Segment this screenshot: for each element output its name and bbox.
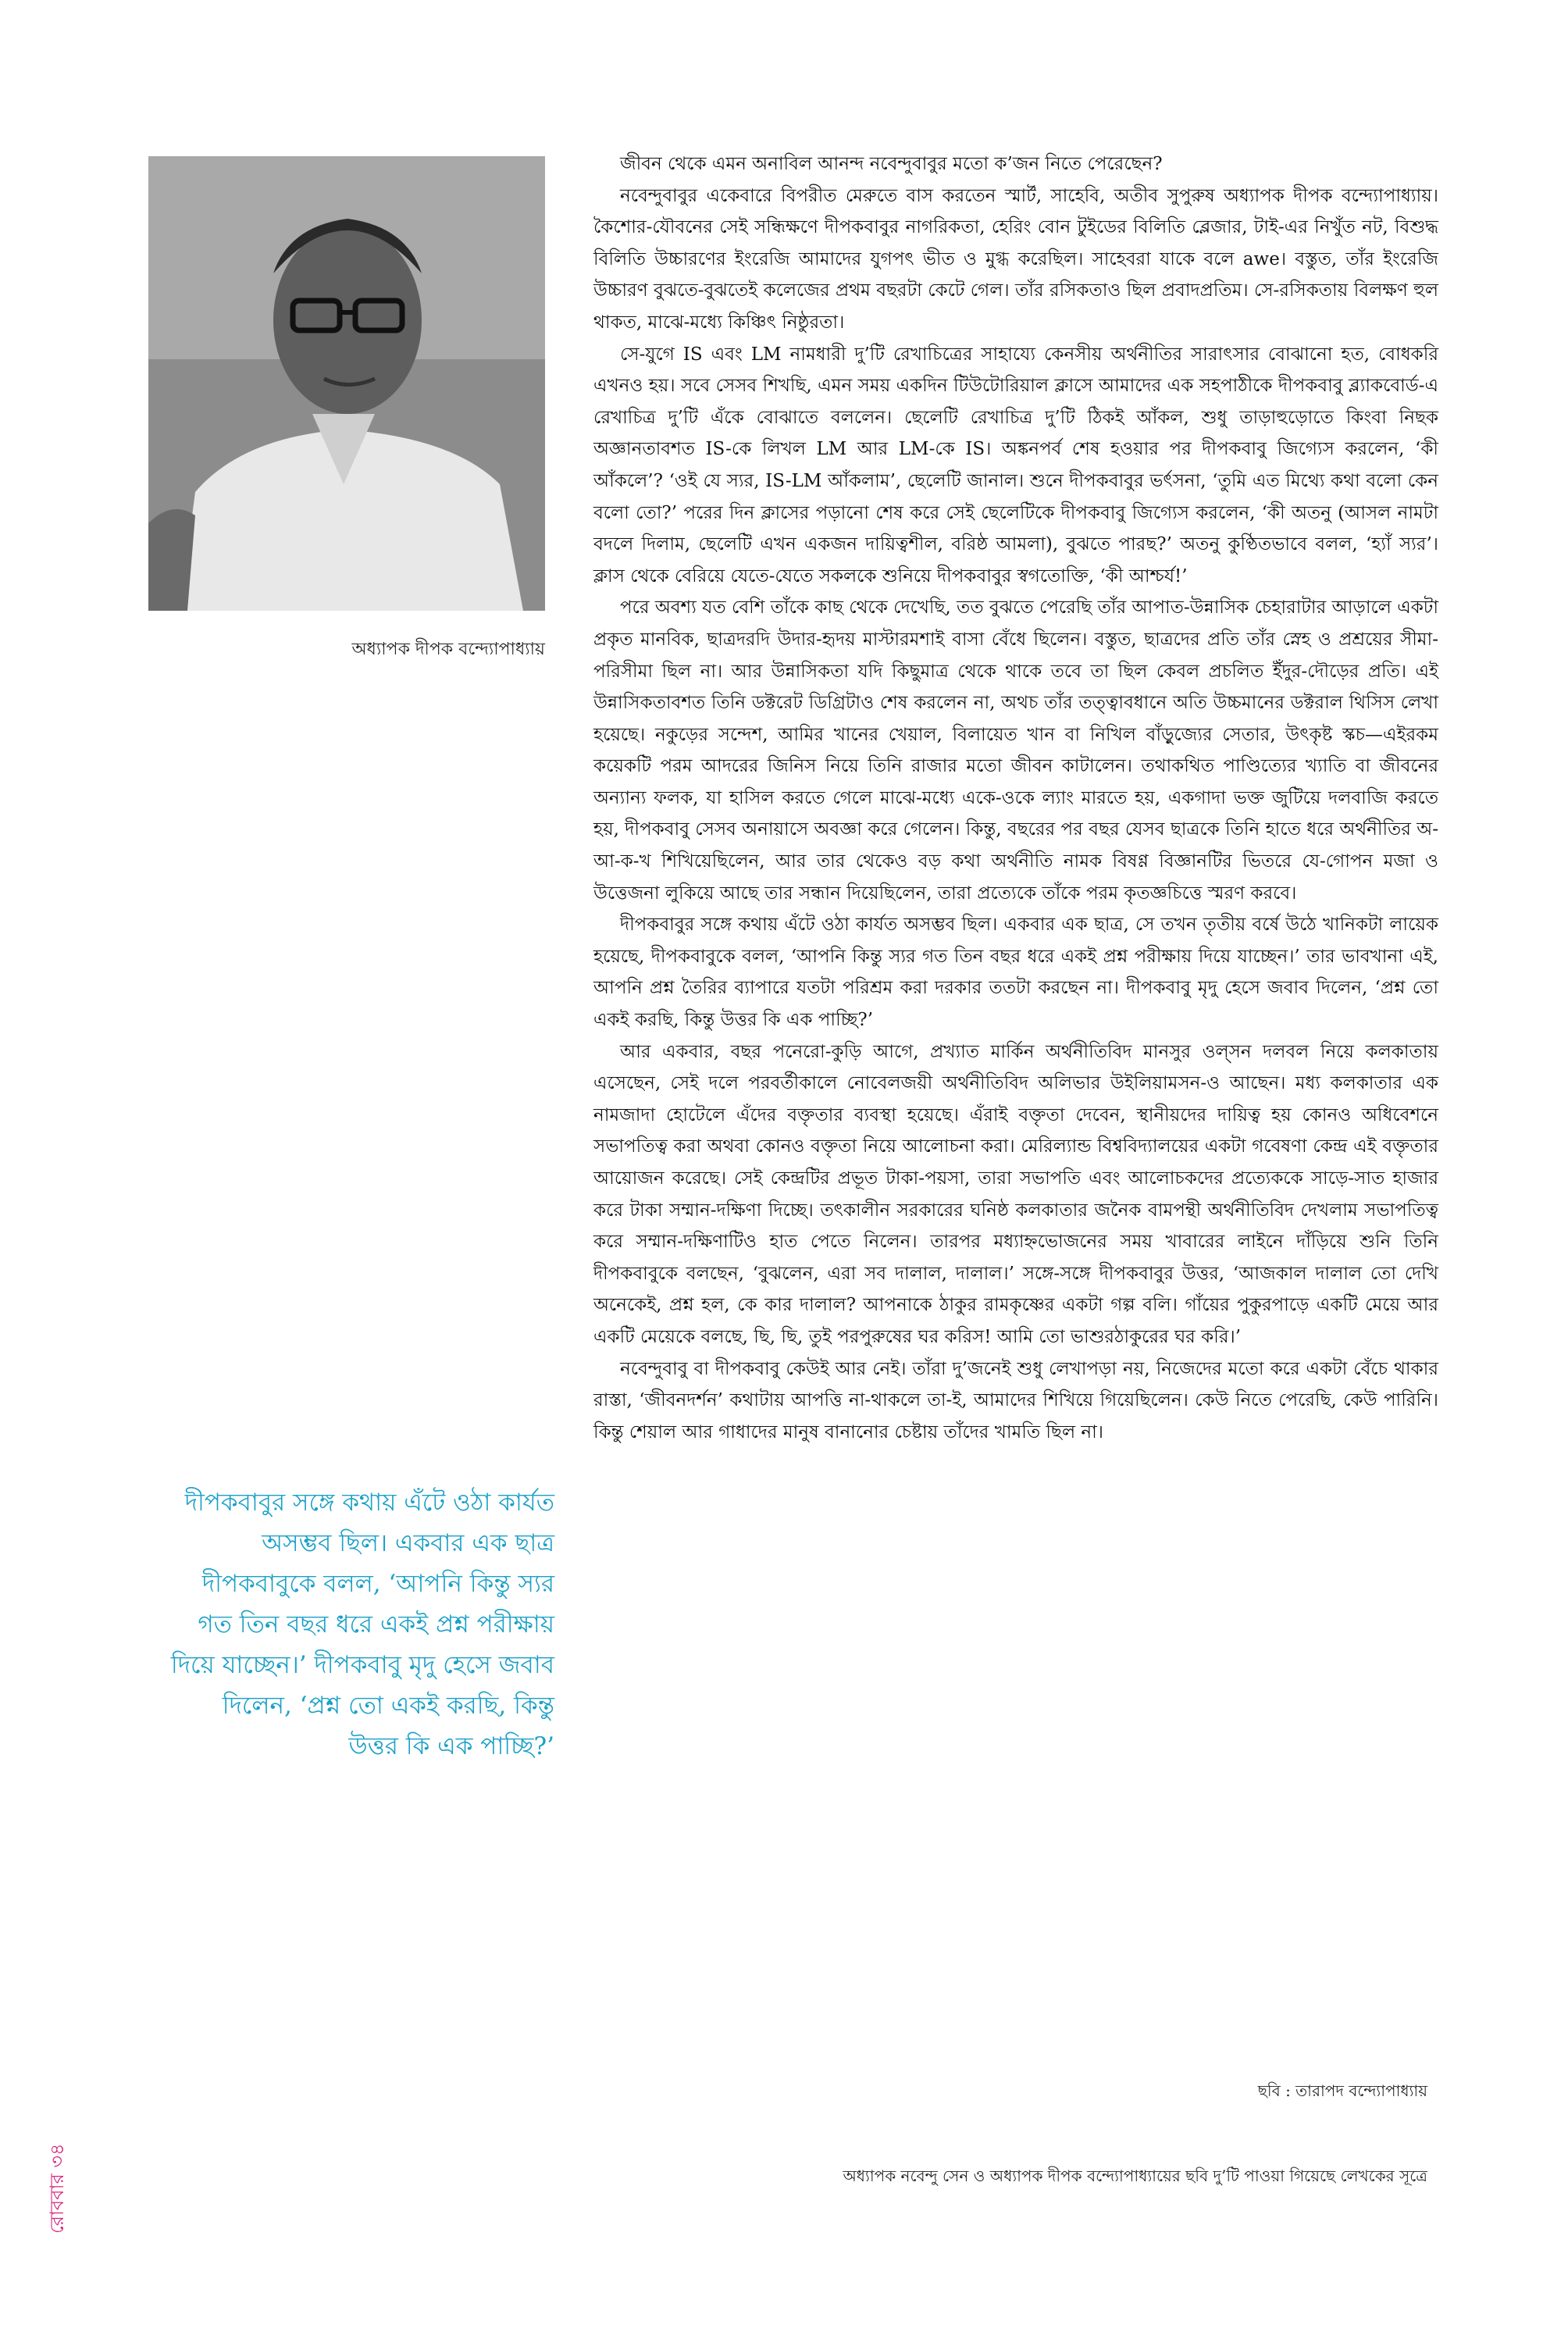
article-paragraph: দীপকবাবুর সঙ্গে কথায় এঁটে ওঠা কার্যত অসম্ভব ছিল। একবার এক ছাত্র, সে তখন তৃতীয় বর্ষে উঠে খানিকটা লায়েক হয়েছে, দীপকবাবুকে বলল, ‘আপনি কিন্তু স্যর গত তিন বছর ধরে একই প্রশ্ন পরীক্ষায় দিয়ে যাচ্ছেন।’ তার ভাবখানা এই, আপনি প্রশ্ন তৈরির ব্যাপারে যতটা পরিশ্রম করা দরকার ততটা করছেন না। দীপকবাবু মৃদু হেসে জবাব দিলেন, ‘প্রশ্ন তো একই করছি, কিন্তু উত্তর কি এক পাচ্ছি?’ <box>593 915 1438 1031</box>
photo-caption: অধ্যাপক দীপক বন্দ্যোপাধ্যায় <box>351 640 545 659</box>
pull-quote: দীপকবাবুর সঙ্গে কথায় এঁটে ওঠা কার্যত অসম্ভব ছিল। একবার এক ছাত্র দীপকবাবুকে বলল, ‘আপনি কিন্তু স্যর গত তিন বছর ধরে একই প্রশ্ন পরীক্ষায় দিয়ে যাচ্ছেন।’ দীপকবাবু মৃদু হেসে জবাব দিলেন, ‘প্রশ্ন তো একই করছি, কিন্তু উত্তর কি এক পাচ্ছি?’ <box>170 1489 554 1760</box>
photo-credit: ছবি : তারাপদ বন্দ্যোপাধ্যায় <box>1257 2081 1427 2100</box>
portrait-photo <box>148 156 545 611</box>
article-paragraph: নবেন্দুবাবুর একেবারে বিপরীত মেরুতে বাস করতেন স্মার্ট, সাহেবি, অতীব সুপুরুষ অধ্যাপক দীপক বন্দ্যোপাধ্যায়। কৈশোর-যৌবনের সেই সন্ধিক্ষণে দীপকবাবুর নাগরিকতা, হেরিং বোন টুইডের বিলিতি ব্লেজার, টাই-এর নিখুঁত নট, বিশুদ্ধ বিলিতি উচ্চারণের ইংরেজি আমাদের যুগপৎ ভীত ও মুগ্ধ করেছিল। সাহেবরা যাকে বলে awe। বস্তুত, তাঁর ইংরেজি উচ্চারণ বুঝতে-বুঝতেই কলেজের প্রথম বছরটা কেটে গেল। তাঁর রসিকতাও ছিল প্রবাদপ্রতিম। সে-রসিকতায় বিলক্ষণ হুল থাকত, মাঝে-মধ্যে কিঞ্চিৎ নিষ্ঠুরতা। <box>593 185 1438 333</box>
article-paragraph: আর একবার, বছর পনেরো-কুড়ি আগে, প্রখ্যাত মার্কিন অর্থনীতিবিদ মানসুর ওল্‌সন দলবল নিয়ে কলকাতায় এসেছেন, সেই দলে পরবর্তীকালে নোবেলজয়ী অর্থনীতিবিদ অলিভার উইলিয়ামসন-ও আছেন। মধ্য কলকাতার এক নামজাদা হোটেলে এঁদের বক্তৃতার ব্যবস্থা হয়েছে। এঁরাই বক্তৃতা দেবেন, স্থানীয়দের দায়িত্ব হয় কোনও অধিবেশনে সভাপতিত্ব করা অথবা কোনও বক্তৃতা নিয়ে আলোচনা করা। মেরিল্যান্ড বিশ্ববিদ্যালয়ের একটা গবেষণা কেন্দ্র এই বক্তৃতার আয়োজন করেছে। সেই কেন্দ্রটির প্রভূত টাকা-পয়সা, তারা সভাপতি এবং আলোচকদের প্রত্যেককে সাড়ে-সাত হাজার করে টাকা সম্মান-দক্ষিণা দিচ্ছে। তৎকালীন সরকারের ঘনিষ্ঠ কলকাতার জনৈক বামপন্থী অর্থনীতিবিদ দেখলাম সভাপতিত্ব করে সম্মান-দক্ষিণাটিও হাত পেতে নিলেন। তারপর মধ্যাহ্নভোজনের সময় খাবারের লাইনে দাঁড়িয়ে শুনি তিনি দীপকবাবুকে বলছেন, ‘বুঝলেন, এরা সব দালাল, দালাল।’ সঙ্গে-সঙ্গে দীপকবাবুর উত্তর, ‘আজকাল দালাল তো দেখি অনেকেই, প্রশ্ন হল, কে কার দালাল? আপনাকে ঠাকুর রামকৃষ্ণের একটা গল্প বলি। গাঁয়ের পুকুরপাড়ে একটি মেয়ে আর একটি মেয়েকে বলছে, ছি, ছি, তুই পরপুরুষের ঘর করিস! আমি তো ভাশুরঠাকুরের ঘর করি।’ <box>593 1041 1439 1347</box>
article-paragraph: পরে অবশ্য যত বেশি তাঁকে কাছ থেকে দেখেছি, তত বুঝতে পেরেছি তাঁর আপাত-উন্নাসিক চেহারাটার আড়ালে একটা প্রকৃত মানবিক, ছাত্রদরদি উদার-হৃদয় মাস্টারমশাই বাসা বেঁধে ছিলেন। বস্তুত, ছাত্রদের প্রতি তাঁর স্নেহ ও প্রশ্রয়ের সীমা-পরিসীমা ছিল না। আর উন্নাসিকতা যদি কিছুমাত্র থেকে থাকে তবে তা ছিল কেবল প্রচলিত ইঁদুর-দৌড়ের প্রতি। এই উন্নাসিকতাবশত তিনি ডক্টরেট ডিগ্রিটাও শেষ করলেন না, অথচ তাঁর তত্ত্বাবধানে অতি উচ্চমানের ডক্টরাল থিসিস লেখা হয়েছে। নকুড়ের সন্দেশ, আমির খানের খেয়াল, বিলায়েত খান বা নিখিল বাঁড়ুজ্যের সেতার, উৎকৃষ্ট স্কচ—এইরকম কয়েকটি পরম আদরের জিনিস নিয়ে তিনি রাজার মতো জীবন কাটালেন। তথাকথিত পাণ্ডিত্যের খ্যাতি বা জীবনের অন্যান্য ফলক, যা হাসিল করতে গেলে মাঝে-মধ্যে একে-ওকে ল্যাং মারতে হয়, একগাদা ভক্ত জুটিয়ে দলবাজি করতে হয়, দীপকবাবু সেসব অনায়াসে অবজ্ঞা করে গেলেন। কিন্তু, বছরের পর বছর যেসব ছাত্রকে তিনি হাতে ধরে অর্থনীতির অ-আ-ক-খ শিখিয়েছিলেন, আর তার থেকেও বড় কথা অর্থনীতি নামক বিষণ্ণ বিজ্ঞানটির ভিতরে যে-গোপন মজা ও উত্তেজনা লুকিয়ে আছে তার সন্ধান দিয়েছিলেন, তারা প্রত্যেকে তাঁকে পরম কৃতজ্ঞচিত্তে স্মরণ করবে। <box>593 597 1438 904</box>
article-body <box>593 148 1438 1448</box>
photo-source-note: অধ্যাপক নবেন্দু সেন ও অধ্যাপক দীপক বন্দ্যোপাধ্যায়ের ছবি দু’টি পাওয়া গিয়েছে লেখকের সূত্রে <box>843 2166 1427 2185</box>
portrait-image <box>148 156 545 611</box>
article-paragraph: জীবন থেকে এমন অনাবিল আনন্দ নবেন্দুবাবুর মতো ক’জন নিতে পেরেছেন? <box>620 154 1163 174</box>
article-paragraph: সে-যুগে IS এবং LM নামধারী দু’টি রেখাচিত্রের সাহায্যে কেনসীয় অর্থনীতির সারাৎসার বোঝানো হত, বোধকরি এখনও হয়। সবে সেসব শিখছি, এমন সময় একদিন টিউটোরিয়াল ক্লাসে আমাদের এক সহপাঠীকে দীপকবাবু ব্ল্যাকবোর্ড-এ রেখাচিত্র দু’টি এঁকে বোঝাতে বললেন। ছেলেটি রেখাচিত্র দু’টি ঠিকই আঁকল, শুধু তাড়াহুড়োতে কিংবা নিছক অজ্ঞানতাবশত IS-কে লিখল LM আর LM-কে IS। অঙ্কনপর্ব শেষ হওয়ার পর দীপকবাবু জিগ্যেস করলেন, ‘কী আঁকলে’? ‘ওই যে স্যর, IS-LM আঁকলাম’, ছেলেটি জানাল। শুনে দীপকবাবুর ভর্ৎসনা, ‘তুমি এত মিথ্যে কথা বলো কেন বলো তো?’ পরের দিন ক্লাসের পড়ানো শেষ করে সেই ছেলেটিকে দীপকবাবু জিগ্যেস করলেন, ‘কী অতনু (আসল নামটা বদলে দিলাম, ছেলেটি এখন একজন দায়িত্বশীল, বরিষ্ঠ আমলা), বুঝতে পারছ?’ অতনু কুণ্ঠিতভাবে বলল, ‘হ্যাঁ স্যর’। ক্লাস থেকে বেরিয়ে যেতে-যেতে সকলকে শুনিয়ে দীপকবাবুর স্বগতোক্তি, ‘কী আশ্চর্য!’ <box>593 344 1438 587</box>
page-folio: রোববার ৩৪ <box>46 2143 68 2234</box>
article-paragraph: নবেন্দুবাবু বা দীপকবাবু কেউই আর নেই। তাঁরা দু’জনেই শুধু লেখাপড়া নয়, নিজেদের মতো করে একটা বেঁচে থাকার রাস্তা, ‘জীবনদর্শন’ কথাটায় আপত্তি না-থাকলে তা-ই, আমাদের শিখিয়ে গিয়েছিলেন। কেউ নিতে পেরেছি, কেউ পারিনি। কিন্তু শেয়াল আর গাধাদের মানুষ বানানোর চেষ্টায় তাঁদের খামতি ছিল না। <box>593 1358 1438 1442</box>
